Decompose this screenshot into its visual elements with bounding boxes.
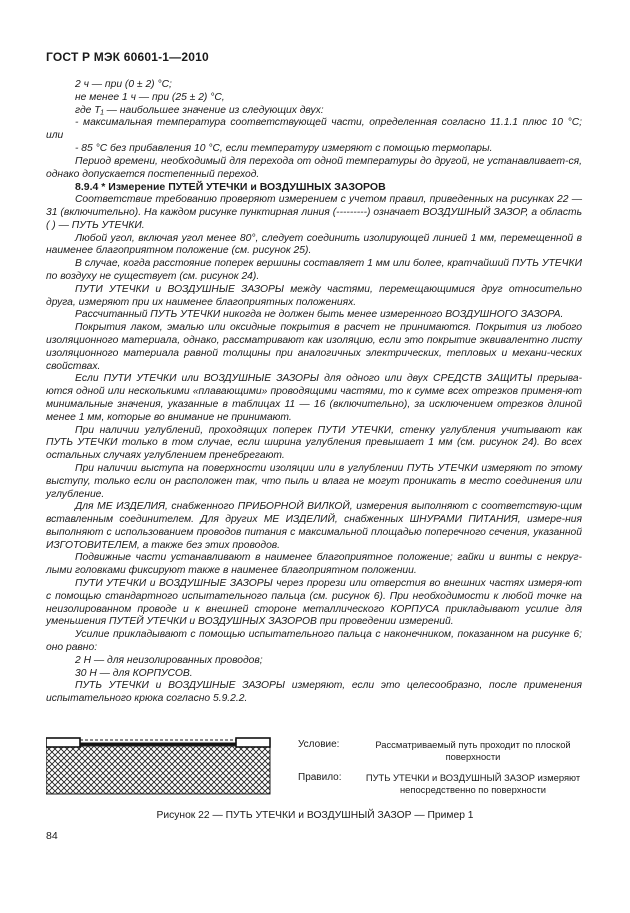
paragraph: Усилие прикладывают с помощью испытательного пальца с наконечником, показанном на рисунке 6; оно равно: — [46, 629, 582, 654]
paragraph: - 85 °С без прибавления 10 °С, если температуру измеряют с помощью термопары. — [75, 142, 493, 154]
figure-22 — [46, 734, 586, 804]
page-number: 84 — [46, 830, 58, 842]
condition-label: Условие: — [298, 739, 340, 750]
paragraph: ПУТИ УТЕЧКИ и ВОЗДУШНЫЕ ЗАЗОРЫ между частями, перемещающимися друг относительно друга, измеряют при их наименее благоприятных положениях. — [46, 283, 582, 308]
paragraph: ПУТИ УТЕЧКИ и ВОЗДУШНЫЕ ЗАЗОРЫ через прорези или отверстия во внешних частях измеря-ют с помощью стандартного испытательного пальца (см. рисунок 6). При необходимости к любой точке на неизолированном проводе и к внешней стороне металлического КОРПУСА прикладывают усилие для уменьшения ПУТЕЙ УТЕЧКИ и ВОЗДУШНЫХ ЗАЗОРОВ при проведении измерений. — [46, 578, 582, 628]
paragraph: Рассчитанный ПУТЬ УТЕЧКИ никогда не должен быть менее измеренного ВОЗДУШНОГО ЗАЗОРА. — [75, 309, 564, 321]
rule-text: ПУТЬ УТЕЧКИ и ВОЗДУШНЫЙ ЗАЗОР измеряют непосредственно по поверхности — [365, 772, 581, 795]
document-header: ГОСТ Р МЭК 60601-1—2010 — [46, 50, 209, 64]
insulation-block — [46, 746, 270, 794]
paragraph: Любой угол, включая угол менее 80°, следует соединить изолирующей линией 1 мм, перемещенной в наименее благоприятном положение (см. рисунок 25). — [46, 232, 582, 257]
left-conductor — [46, 738, 80, 747]
main-text — [46, 79, 582, 706]
right-conductor — [236, 738, 270, 747]
paragraph: 2 ч — при (0 ± 2) °С; — [75, 79, 172, 90]
paragraph: Если ПУТИ УТЕЧКИ или ВОЗДУШНЫЕ ЗАЗОРЫ для одного или двух СРЕДСТВ ЗАЩИТЫ прерыва-ются одной или несколькими «плавающими» проводящими частями, то к сумме всех отрезков применя-ют минимальные значения, указанные в таблицах 11 — 16 (включительно), за исключением отрезков длиной менее 1 мм, которые во внимание не принимают. — [46, 373, 582, 423]
paragraph: - максимальная температура соответствующей части, определенная согласно 11.1.1 плюс 10 °С; или — [46, 117, 582, 142]
paragraph: В случае, когда расстояние поперек вершины составляет 1 мм или более, кратчайший ПУТЬ УТЕЧКИ по воздуху не существует (см. рисунок 24). — [46, 258, 582, 282]
figure-caption: Рисунок 22 — ПУТЬ УТЕЧКИ и ВОЗДУШНЫЙ ЗАЗОР — Пример 1 — [156, 810, 474, 821]
paragraph: Покрытия лаком, эмалью или оксидные покрытия в расчет не принимаются. Покрытия из любого изоляционного материала, однако, рассматривают как изоляцию, если это покрытие эквивалентно листу изоляционного материала равной толщины при аналогичных электрических, тепловых и механи-ческих свойствах. — [46, 322, 582, 372]
rule-label: Правило: — [298, 772, 342, 783]
paragraph: При наличии выступа на поверхности изоляции или в углублении ПУТЬ УТЕЧКИ измеряют по этому выступу, только если он расположен так, что пыль и влага не могут проникать в место соединения или углубление. — [46, 462, 582, 500]
paragraph: При наличии углублений, проходящих поперек ПУТИ УТЕЧКИ, стенку углубления учитывают как ПУТЬ УТЕЧКИ только в том случае, если ширина углубления превышает 1 мм (см. рисунок 24). Во всех остальных случаях углублением пренебрегают. — [46, 424, 582, 462]
creepage-diagram — [46, 734, 276, 796]
paragraph: 2 Н — для неизолированных проводов; — [75, 654, 263, 666]
paragraph: Для МЕ ИЗДЕЛИЯ, снабженного ПРИБОРНОЙ ВИЛКОЙ, измерения выполняют с соответствую-щим вставленным соединителем. Для других МЕ ИЗДЕЛИЙ, снабженных ШНУРАМИ ПИТАНИЯ, измере-ния выполняют с использованием проводов питания с максимальной площадью поперечного сечения, указанной ИЗГОТОВИТЕЛЕМ, а также без этих проводов. — [46, 501, 582, 551]
paragraph: Соответствие требованию проверяют измерением с учетом правил, приведенных на рисунках 22 — 31 (включительно). На каждом рисунке пунктирная линия (---------) означает ВОЗДУШНЫЙ ЗАЗОР, а область ( ) — ПУТЬ УТЕЧКИ. — [46, 194, 582, 231]
paragraph: 30 Н — для КОРПУСОВ. — [75, 667, 193, 679]
condition-text: Рассматриваемый путь проходит по плоской поверхности — [375, 739, 571, 762]
paragraph: Период времени, необходимый для перехода от одной температуры до другой, не устанавливает-ся, однако допускается постепенный переход. — [46, 155, 582, 180]
paragraph: не менее 1 ч — при (25 ± 2) °С, — [75, 91, 225, 103]
section-heading: 8.9.4 * Измерение ПУТЕЙ УТЕЧКИ и ВОЗДУШНЫХ ЗАЗОРОВ — [75, 181, 386, 194]
paragraph: Подвижные части устанавливают в наименее благоприятное положение; гайки и винты с некруг-лыми головками фиксируют также в наименее благоприятном положении. — [46, 552, 582, 577]
paragraph: ПУТЬ УТЕЧКИ и ВОЗДУШНЫЕ ЗАЗОРЫ измеряют, если это целесообразно, после применения испытательного крюка согласно 5.9.2.2. — [46, 680, 582, 705]
paragraph: где T₁ — наибольшее значение из следующих двух: — [75, 104, 324, 116]
